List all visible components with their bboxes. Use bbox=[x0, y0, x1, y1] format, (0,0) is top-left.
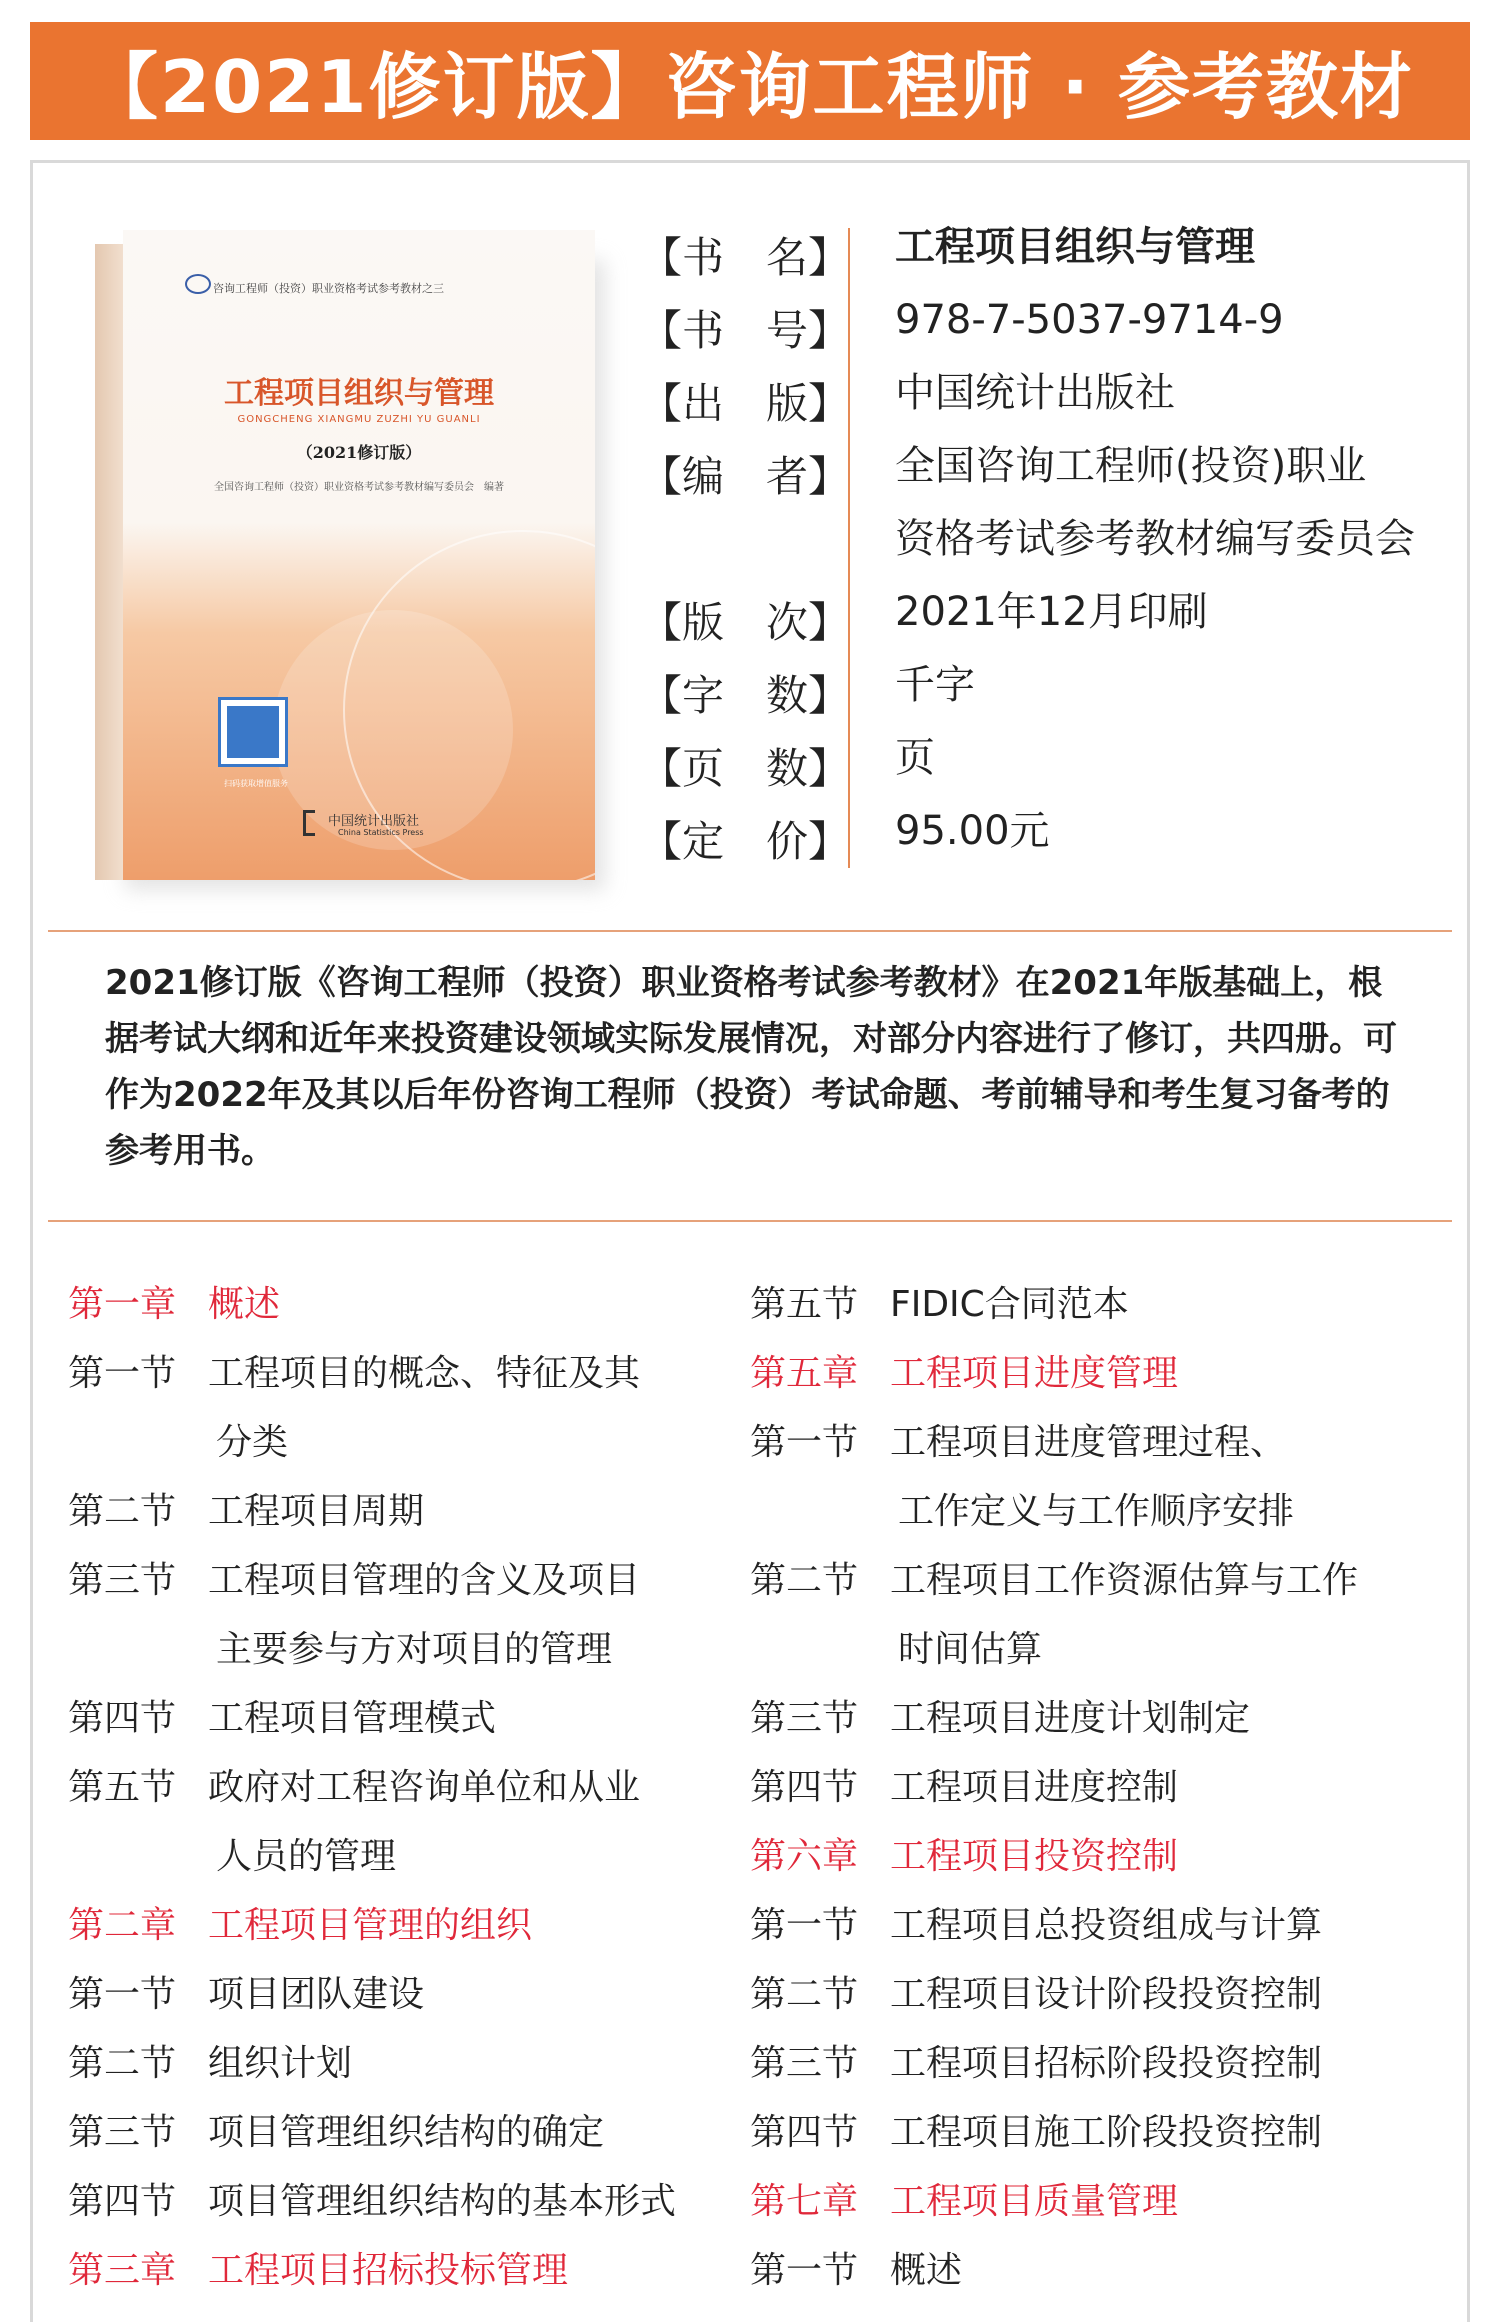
toc-title: 工程项目的概念、特征及其 bbox=[208, 1353, 641, 1394]
toc-section bbox=[750, 2029, 1450, 2098]
toc-section bbox=[750, 2236, 1450, 2305]
info-row-words bbox=[640, 663, 1460, 736]
toc-title: 工程项目管理的含义及项目 bbox=[208, 1560, 641, 1601]
toc-title: 概述 bbox=[208, 1284, 281, 1325]
info-label: 【书 号】 bbox=[640, 306, 851, 355]
toc-section bbox=[68, 2029, 748, 2098]
toc-title: 工程项目施工阶段投资控制 bbox=[890, 2112, 1323, 2153]
toc-number: 第四节 bbox=[68, 2181, 177, 2222]
toc-section bbox=[750, 1753, 1450, 1822]
toc-section bbox=[68, 1960, 748, 2029]
toc-number: 第三章 bbox=[68, 2250, 177, 2291]
book-description: 2021修订版《咨询工程师（投资）职业资格考试参考教材》在2021年版基础上，根据考试大纲和近年来投资建设领域实际发展情况，对部分内容进行了修订，共四册。可作为2022年及其以后年份咨询工程师（投资）考试命题、考前辅导和考生复习备考的参考用书。 bbox=[105, 963, 1397, 1171]
cover-title: 工程项目组织与管理 bbox=[224, 376, 494, 411]
toc-number: 第四节 bbox=[750, 2112, 859, 2153]
info-value: 中国统计出版社 bbox=[895, 370, 1175, 416]
toc-number: 第一节 bbox=[750, 1905, 859, 1946]
toc-title: 项目管理组织结构的基本形式 bbox=[208, 2181, 677, 2222]
info-value: 页 bbox=[895, 735, 935, 781]
toc-title: 工程项目设计阶段投资控制 bbox=[890, 1974, 1323, 2015]
info-label: 【编 者】 bbox=[640, 452, 851, 501]
toc-number: 第一节 bbox=[68, 1974, 177, 2015]
toc-title: FIDIC合同范本 bbox=[890, 1284, 1129, 1325]
toc-title: 工程项目进度管理 bbox=[890, 1353, 1179, 1394]
info-value: 2021年12月印刷 bbox=[895, 589, 1208, 635]
info-value: 978-7-5037-9714-9 bbox=[895, 297, 1284, 343]
toc-chapter bbox=[68, 1891, 748, 1960]
info-value-line2: 资格考试参考教材编写委员会 bbox=[895, 516, 1415, 562]
cover-edition: （2021修订版） bbox=[296, 443, 422, 462]
toc-section bbox=[68, 1753, 748, 1822]
info-label: 【出 版】 bbox=[640, 379, 851, 428]
toc-number: 第三节 bbox=[68, 2112, 177, 2153]
info-row-edition bbox=[640, 590, 1460, 663]
toc-title: 工程项目进度管理过程、 bbox=[890, 1422, 1287, 1463]
toc-number: 第五章 bbox=[750, 1353, 859, 1394]
toc-number: 第一节 bbox=[68, 1353, 177, 1394]
banner-title: 【2021修订版】咨询工程师 · 参考教材 bbox=[86, 45, 1414, 129]
info-label: 【页 数】 bbox=[640, 744, 851, 793]
series-logo-icon bbox=[185, 274, 211, 294]
qr-code-icon bbox=[221, 700, 285, 764]
toc-section bbox=[68, 1684, 748, 1753]
toc-title: 项目团队建设 bbox=[208, 1974, 425, 2015]
toc-section bbox=[750, 1891, 1450, 1960]
info-value-line1: 全国咨询工程师(投资)职业 bbox=[895, 443, 1367, 489]
toc-title: 工程项目工作资源估算与工作 bbox=[890, 1560, 1359, 1601]
info-row-pages bbox=[640, 736, 1460, 809]
toc-title-continued: 分类 bbox=[216, 1422, 289, 1463]
toc-section bbox=[750, 2098, 1450, 2167]
book-spine bbox=[95, 244, 125, 880]
toc-title: 工程项目投资控制 bbox=[890, 1836, 1179, 1877]
cover-publisher: 中国统计出版社 bbox=[328, 814, 420, 829]
toc-number: 第三节 bbox=[750, 2043, 859, 2084]
toc-number: 第三节 bbox=[68, 1560, 177, 1601]
toc-number: 第五节 bbox=[750, 1284, 859, 1325]
toc-section bbox=[68, 1339, 748, 1408]
publisher-logo-icon bbox=[303, 810, 315, 836]
info-row-editor bbox=[640, 444, 1460, 590]
toc-number: 第三节 bbox=[750, 1698, 859, 1739]
cover-series: 咨询工程师（投资）职业资格考试参考教材之三 bbox=[213, 282, 444, 295]
toc-title-continued: 工作定义与工作顺序安排 bbox=[898, 1491, 1295, 1532]
toc-title: 工程项目招标阶段投资控制 bbox=[890, 2043, 1323, 2084]
info-row-price bbox=[640, 809, 1460, 882]
info-value: 千字 bbox=[895, 662, 975, 708]
toc-section bbox=[750, 1408, 1450, 1477]
toc-title: 组织计划 bbox=[208, 2043, 353, 2084]
toc-chapter bbox=[750, 1822, 1450, 1891]
cover-pinyin: GONGCHENG XIANGMU ZUZHI YU GUANLI bbox=[237, 414, 481, 425]
toc-chapter bbox=[750, 1339, 1450, 1408]
toc-section bbox=[750, 1546, 1450, 1615]
toc-chapter bbox=[68, 2236, 748, 2305]
book-cover-image bbox=[95, 230, 605, 890]
toc-number: 第一章 bbox=[68, 1284, 177, 1325]
toc-number: 第四节 bbox=[750, 1767, 859, 1808]
toc-title-continued: 人员的管理 bbox=[216, 1836, 397, 1877]
toc-section bbox=[750, 1270, 1450, 1339]
toc-number: 第五节 bbox=[68, 1767, 177, 1808]
section-divider bbox=[48, 930, 1452, 932]
toc-section bbox=[68, 2167, 748, 2236]
toc-number: 第一节 bbox=[750, 1422, 859, 1463]
toc-number: 第二节 bbox=[750, 1974, 859, 2015]
info-value: 工程项目组织与管理 bbox=[895, 224, 1255, 270]
toc-title: 工程项目进度计划制定 bbox=[890, 1698, 1251, 1739]
toc-section bbox=[68, 1546, 748, 1615]
toc-title: 工程项目招标投标管理 bbox=[208, 2250, 569, 2291]
toc-section bbox=[750, 1684, 1450, 1753]
toc-title: 工程项目总投资组成与计算 bbox=[890, 1905, 1323, 1946]
toc-title: 工程项目进度控制 bbox=[890, 1767, 1179, 1808]
toc-title: 工程项目管理模式 bbox=[208, 1698, 497, 1739]
toc-left-column bbox=[68, 1270, 748, 2305]
toc-number: 第一节 bbox=[750, 2250, 859, 2291]
toc-title-continued: 主要参与方对项目的管理 bbox=[216, 1629, 613, 1670]
toc-title: 工程项目质量管理 bbox=[890, 2181, 1179, 2222]
toc-number: 第二节 bbox=[68, 1491, 177, 1532]
cover-editor: 全国咨询工程师（投资）职业资格考试参考教材编写委员会 编著 bbox=[214, 482, 504, 493]
toc-title: 工程项目管理的组织 bbox=[208, 1905, 533, 1946]
toc-title: 政府对工程咨询单位和从业 bbox=[208, 1767, 641, 1808]
toc-section bbox=[68, 1477, 748, 1546]
header-banner bbox=[30, 22, 1470, 140]
toc-title: 概述 bbox=[890, 2250, 963, 2291]
toc-chapter bbox=[68, 1270, 748, 1339]
toc-number: 第二章 bbox=[68, 1905, 177, 1946]
toc-chapter bbox=[750, 2167, 1450, 2236]
info-value: 95.00元 bbox=[895, 808, 1050, 854]
toc-right-column bbox=[750, 1270, 1450, 2305]
toc-number: 第六章 bbox=[750, 1836, 859, 1877]
cover-publisher-en: China Statistics Press bbox=[338, 828, 424, 837]
info-label: 【书 名】 bbox=[640, 233, 851, 282]
info-label: 【定 价】 bbox=[640, 817, 851, 866]
info-label: 【字 数】 bbox=[640, 671, 851, 720]
info-label: 【版 次】 bbox=[640, 598, 851, 647]
section-divider bbox=[48, 1220, 1452, 1222]
toc-title: 工程项目周期 bbox=[208, 1491, 425, 1532]
toc-number: 第二节 bbox=[750, 1560, 859, 1601]
book-cover bbox=[123, 230, 595, 880]
toc-section bbox=[750, 1960, 1450, 2029]
toc-number: 第四节 bbox=[68, 1698, 177, 1739]
toc-number: 第七章 bbox=[750, 2181, 859, 2222]
toc-title-continued: 时间估算 bbox=[898, 1629, 1043, 1670]
cover-qr-text: 扫码获取增值服务 bbox=[224, 779, 288, 788]
toc-section bbox=[68, 2098, 748, 2167]
toc-number: 第二节 bbox=[68, 2043, 177, 2084]
toc-title: 项目管理组织结构的确定 bbox=[208, 2112, 605, 2153]
